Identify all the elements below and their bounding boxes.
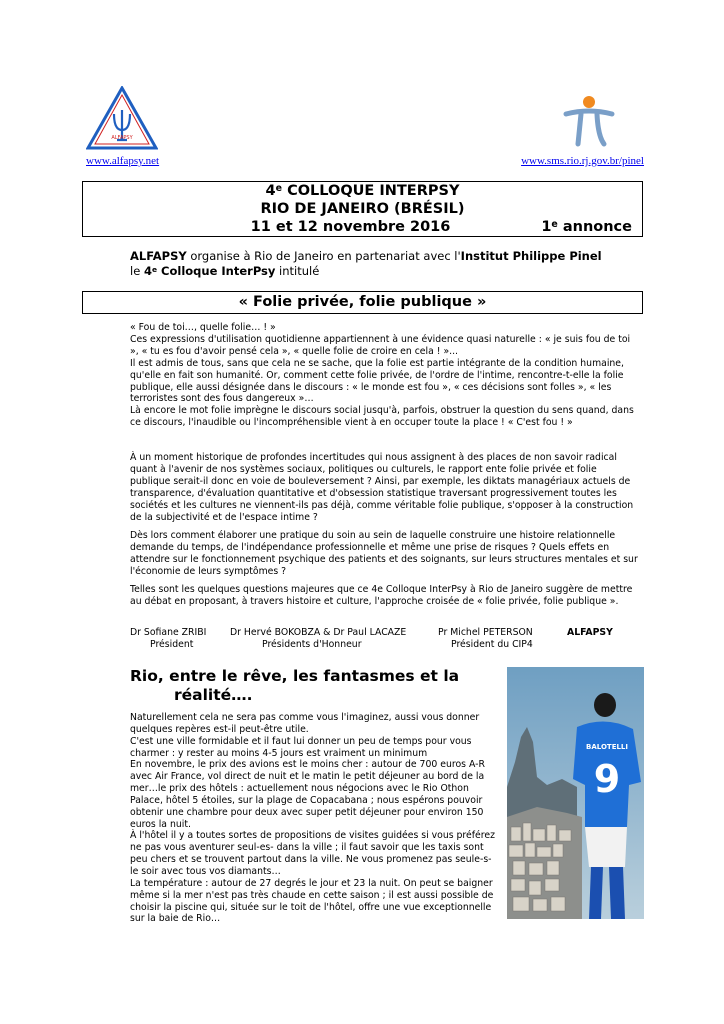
signature-alfapsy: ALFAPSY xyxy=(567,627,613,638)
body-paragraph-3: Dès lors comment élaborer une pratique du soin au sein de laquelle construire une histoire relationnelle demande du temps, de l'indépendance professionnelle et même une prise de risques ? Quels effets en attendre sur le fonctionnement psychique des patients et des soignants, sur leurs structures mentales et sur l'économie de leurs symptômes ? xyxy=(130,530,638,577)
title-line-1: 4e COLLOQUE INTERPSY xyxy=(265,182,460,199)
signature-zribi-name: Dr Sofiane ZRIBI xyxy=(130,627,207,638)
signature-bokobza-lacaze-name: Dr Hervé BOKOBZA & Dr Paul LACAZE xyxy=(230,627,407,638)
pinel-logo xyxy=(560,92,618,150)
rio-section-body: Naturellement cela ne sera pas comme vous l'imaginez, aussi vous donner quelques repères est-il peut-être utile. C'est une ville formidable et il faut lui donner un peu de temps pour vous charmer : y rester au moins 4-5 jours est vraiment un minimum En novembre, le prix des avions est le moins cher : autour de 700 euros A-R avec Air France, vol direct de nuit et le matin le petit déjeuner au bord de la mer…le prix des hôtels : actuellement nous négocions avec le Rio Othon Palace, hôtel 5 étoiles, sur la plage de Copacabana ; nous espérons pouvoir obtenir une chambre pour deux avec super petit déjeuner pour environ 150 euros la nuit. À l'hôtel il y a toutes sortes de propositions de visites guidées si vous préférez ne pas vous aventurer seul-es- dans la ville ; il faut savoir que les taxis sont peu chers et se trouvent partout dans la ville. Ne vous promenez pas seule-s- le soir avec tous vos diamants… La température : autour de 27 degrés le jour et 23 la nuit. On peut se baigner même si la mer n'est pas très chaude en cette saison ; il est aussi possible de choisir la piscine qui, située sur le toit de l'hôtel, offre une vue exceptionnelle sur la baie de Rio… xyxy=(130,712,495,925)
colloque-title-box xyxy=(82,181,643,237)
jersey-number: 9 xyxy=(593,757,621,801)
signature-peterson-role: Président du CIP4 xyxy=(451,639,533,650)
alfapsy-website-link[interactable]: www.alfapsy.net xyxy=(86,155,160,167)
title-dates: 11 et 12 novembre 2016 xyxy=(250,219,451,235)
body-paragraph-1: « Fou de toi…, quelle folie… ! » Ces expressions d'utilisation quotidienne appartiennent à une évidence quasi naturelle : « je suis fou de toi », « tu es fou d'avoir pensé cela », « quelle folie de croire en cela ! »... Il est admis de tous, sans que cela ne se sache, que la folie est partie intégrante de la condition humaine, qu'elle en fait son humanité. Or, comment cette folie privée, de l'ordre de l'intime, rencontre-t-elle la folie publique, elle aussi désignée dans le discours : « le monde est fou », « ces décisions sont folles », « les terroristes sont des fous dangereux »… Là encore le mot folie imprègne le discours social jusqu'à, parfois, obstruer la question du sens quand, dans ce discours, l'inaudible ou l'incompréhensible vient à en occuper toute la place ! « C'est fou ! » xyxy=(130,322,634,429)
announce-label: 1e annonce xyxy=(541,218,632,235)
intro-paragraph: ALFAPSY organise à Rio de Janeiro en partenariat avec l'Institut Philippe Pinel le 4e Colloque InterPsy intitulé xyxy=(130,249,602,278)
title-line-2: RIO DE JANEIRO (BRÉSIL) xyxy=(260,201,465,217)
signature-peterson-name: Pr Michel PETERSON xyxy=(438,627,533,638)
alfapsy-logo xyxy=(86,86,158,152)
pinel-website-link[interactable]: www.sms.rio.rj.gov.br/pinel xyxy=(521,155,644,167)
body-paragraph-4: Telles sont les quelques questions majeures que ce 4e Colloque InterPsy à Rio de Janeiro suggère de mettre au débat en proposant, à travers histoire et culture, l'approche croisée de « folie privée, folie publique ». xyxy=(130,584,633,607)
colloque-subtitle: « Folie privée, folie publique » xyxy=(82,291,643,314)
rio-section-title: Rio, entre le rêve, les fantasmes et la réalité…. xyxy=(130,667,460,704)
jersey-name: BALOTELLI xyxy=(586,743,628,751)
rio-footballer-photo xyxy=(507,667,644,919)
signature-zribi-role: Président xyxy=(150,639,194,650)
alfapsy-logo-text: ALFAPSY xyxy=(111,135,133,141)
signature-bokobza-lacaze-role: Présidents d'Honneur xyxy=(262,639,362,650)
body-paragraph-2: À un moment historique de profondes incertitudes qui nous assignent à des places de non savoir radical quant à l'avenir de nos systèmes sociaux, politiques ou culturels, le rapport ente folie privée et folie publique serait-il donc en voie de bouleversement ? Ainsi, par exemple, les diktats managériaux actuels de transparence, d'évaluation quantitative et d'obsession statistique traversant progressivement toutes les sociétés et les cultures ne viennent-ils pas déjà, comme véritable folie publique, s'opposer à la construction de la subjectivité et de l'espace intime ? xyxy=(130,452,634,523)
